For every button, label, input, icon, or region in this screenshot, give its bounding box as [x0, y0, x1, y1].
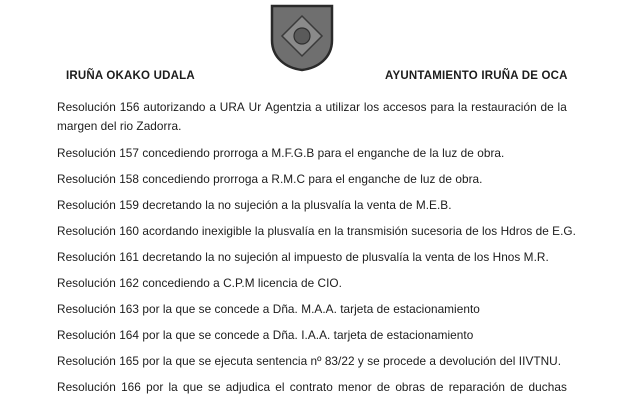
word: para — [430, 100, 455, 114]
word: 166 — [121, 380, 141, 394]
word: Ur — [248, 100, 262, 114]
word: URA — [219, 100, 245, 114]
word: Resolución — [57, 380, 116, 394]
word: reparación — [448, 380, 505, 394]
municipal-coat-of-arms-icon — [269, 4, 335, 72]
word: a — [209, 100, 216, 114]
word: por — [146, 380, 164, 394]
word: utilizar — [325, 100, 361, 114]
header-basque-name: IRUÑA OKAKO UDALA — [66, 70, 195, 82]
resolution-165: Resolución 165 por la que se ejecuta sentencia nº 83/22 y se procede a devolución del IIVTNU. — [57, 354, 562, 368]
resolution-164: Resolución 164 por la que se concede a Dña. I.A.A. tarjeta de estacionamiento — [57, 328, 474, 342]
word: la — [168, 380, 178, 394]
word: el — [275, 380, 285, 394]
word: adjudica — [225, 380, 271, 394]
word: la — [557, 100, 567, 114]
resolution-163: Resolución 163 por la que se concede a Dña. M.A.A. tarjeta de estacionamiento — [57, 302, 480, 316]
resolution-158: Resolución 158 concediendo prorroga a R.M.C para el enganche de luz de obra. — [57, 172, 483, 186]
word: duchas — [528, 380, 567, 394]
resolution-157: Resolución 157 concediendo prorroga a M.F.G.B para el enganche de la luz de obra. — [57, 146, 505, 160]
word: se — [208, 380, 221, 394]
word: de — [510, 380, 524, 394]
word: la — [458, 100, 468, 114]
word: obras — [395, 380, 426, 394]
word: de — [376, 380, 391, 394]
resolution-162: Resolución 162 concediendo a C.P.M licencia de CIO. — [57, 276, 342, 290]
word: de — [540, 100, 554, 114]
word: que — [182, 380, 203, 394]
word: contrato — [289, 380, 333, 394]
word: accesos — [382, 100, 427, 114]
resolution-166 — [57, 380, 567, 394]
word: autorizando — [143, 100, 206, 114]
word: menor — [338, 380, 372, 394]
word: de — [430, 380, 444, 394]
word: restauración — [471, 100, 537, 114]
resolution-160: Resolución 160 acordando inexigible la plusvalía en la transmisión sucesoria de los Hdros de E.G. — [57, 224, 576, 238]
word: 156 — [119, 100, 140, 114]
header-spanish-name: AYUNTAMIENTO IRUÑA DE OCA — [385, 70, 568, 82]
resolution-156-line-2: margen del rio Zadorra. — [57, 119, 182, 133]
word: Resolución — [57, 100, 116, 114]
resolution-161: Resolución 161 decretando la no sujeción al impuesto de plusvalía la venta de los Hnos M.R. — [57, 250, 549, 264]
resolution-156-line-1 — [57, 100, 567, 114]
resolution-159: Resolución 159 decretando la no sujeción a la plusvalía la venta de M.E.B. — [57, 198, 452, 212]
word: a — [315, 100, 322, 114]
word: los — [363, 100, 380, 114]
word: Agentzia — [265, 100, 312, 114]
